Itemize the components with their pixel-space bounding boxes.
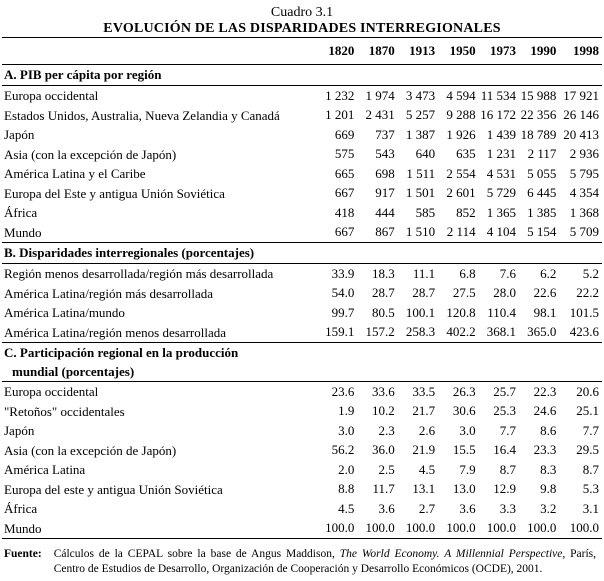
value-cell: 1 501 [405, 185, 436, 201]
value-cell: 100.0 [438, 519, 478, 539]
value-cell: 110.4 [487, 304, 516, 320]
table-row [2, 402, 602, 422]
value-cell: 4 594 [446, 87, 476, 103]
value-cell: 5 055 [527, 165, 557, 181]
row-label: América Latina/mundo [4, 305, 125, 320]
value-cell: 25.1 [576, 403, 599, 419]
value-cell: 5 257 [405, 107, 436, 123]
value-cell: 54.0 [331, 285, 355, 301]
value-cell: 1 231 [486, 146, 516, 162]
value-cell: 18 789 [520, 126, 557, 142]
value-cell: 28.0 [493, 285, 516, 301]
row-label: Estados Unidos, Australia, Nueva Zelandia y Canadá [4, 107, 280, 123]
source-note [4, 547, 596, 577]
value-cell: 258.3 [405, 324, 436, 340]
value-cell: 6 445 [527, 185, 557, 201]
table-row [2, 223, 602, 243]
row-label: "Retoños" occidentales [4, 403, 125, 419]
row-label: Europa occidental [4, 384, 99, 399]
value-cell: 3.3 [499, 500, 516, 516]
table-row [2, 184, 602, 204]
section-header-row [2, 65, 602, 86]
value-cell: 2 431 [365, 107, 395, 123]
value-cell: 3 473 [405, 87, 436, 103]
row-label: Asia (con la excepción de Japón) [4, 146, 177, 162]
table-row [2, 480, 602, 500]
value-cell: 667 [334, 185, 355, 201]
value-cell: 8.6 [540, 422, 557, 438]
value-cell: 585 [415, 204, 436, 220]
value-cell: 1 385 [527, 204, 557, 220]
year-header: 1950 [438, 38, 478, 65]
value-cell: 30.6 [452, 403, 476, 419]
value-cell: 1 232 [325, 87, 355, 103]
table-row [2, 106, 602, 126]
row-label: América Latina/región más desarrollada [4, 285, 213, 301]
value-cell: 665 [334, 165, 355, 181]
value-cell: 13.0 [452, 481, 476, 497]
row-label: América Latina/región menos desarrollada [4, 324, 226, 340]
value-cell: 543 [375, 146, 395, 162]
value-cell: 25.3 [493, 403, 516, 419]
value-cell: 21.9 [412, 442, 436, 458]
value-cell: 56.2 [331, 442, 355, 458]
value-cell: 2 554 [446, 165, 476, 181]
value-cell: 99.7 [331, 304, 355, 320]
value-cell: 11.7 [372, 481, 395, 497]
value-cell: 1 926 [446, 126, 476, 142]
table-row [2, 499, 602, 519]
value-cell: 5 709 [569, 224, 599, 240]
value-cell: 635 [456, 146, 476, 162]
value-cell: 100.0 [479, 519, 519, 539]
value-cell: 667 [334, 224, 355, 240]
value-cell: 917 [375, 185, 395, 201]
value-cell: 20.6 [576, 383, 599, 399]
value-cell: 1 511 [406, 165, 436, 181]
value-cell: 444 [375, 204, 395, 220]
value-cell: 18.3 [371, 265, 395, 281]
value-cell: 15 988 [520, 87, 557, 103]
value-cell: 1 201 [325, 107, 355, 123]
row-label: América Latina y el Caribe [4, 166, 146, 181]
value-cell: 368.1 [486, 324, 516, 340]
value-cell: 27.5 [452, 285, 476, 301]
value-cell: 867 [375, 224, 395, 240]
section-title-line2: mundial (porcentajes) [2, 363, 602, 382]
value-cell: 3.2 [540, 500, 557, 516]
value-cell: 100.0 [398, 519, 438, 539]
value-cell: 33.9 [331, 265, 355, 281]
header-row [2, 38, 602, 65]
table-row [2, 303, 602, 323]
value-cell: 157.2 [365, 324, 395, 340]
value-cell: 2 601 [446, 185, 476, 201]
section-title: C. Participación regional en la producción [2, 343, 602, 364]
table-row [2, 421, 602, 441]
value-cell: 3.0 [338, 422, 355, 438]
disparities-table [2, 37, 602, 539]
value-cell: 5 729 [486, 185, 516, 201]
value-cell: 1.9 [338, 403, 355, 419]
row-label: Japón [4, 423, 35, 438]
value-cell: 15.5 [452, 442, 476, 458]
value-cell: 3.6 [459, 500, 476, 516]
value-cell: 120.8 [446, 304, 476, 320]
value-cell: 5 154 [527, 224, 557, 240]
value-cell: 3.6 [378, 500, 395, 516]
value-cell: 8.7 [499, 461, 516, 477]
value-cell: 11 534 [480, 87, 516, 103]
value-cell: 698 [375, 165, 395, 181]
row-label: Mundo [4, 224, 42, 240]
table-caption [0, 0, 604, 37]
source-text [54, 547, 596, 577]
value-cell: 16.4 [493, 442, 516, 458]
section-title: A. PIB per cápita por región [2, 65, 602, 86]
value-cell: 669 [334, 126, 355, 142]
value-cell: 22.3 [533, 383, 557, 399]
row-label: América Latina [4, 462, 86, 477]
table-row [2, 86, 602, 106]
row-label: Europa del este y antigua Unión Soviética [4, 481, 223, 497]
value-cell: 13.1 [412, 481, 436, 497]
year-header: 1990 [519, 38, 559, 65]
value-cell: 8.7 [582, 461, 599, 477]
value-cell: 418 [334, 204, 355, 220]
source-label: Fuente: [4, 548, 42, 560]
row-label: Europa del Este y antigua Unión Soviética [4, 185, 225, 201]
row-label: Europa occidental [4, 88, 99, 103]
source-text-before: Cálculos de la CEPAL sobre la base de Angus Maddison, [53, 548, 340, 560]
value-cell: 23.3 [533, 442, 557, 458]
value-cell: 2 936 [569, 146, 599, 162]
value-cell: 2.0 [338, 461, 355, 477]
table-row [2, 323, 602, 343]
value-cell: 101.5 [569, 304, 599, 320]
section-header-row [2, 363, 602, 382]
value-cell: 5 795 [569, 165, 599, 181]
value-cell: 26.3 [452, 383, 476, 399]
row-label: Japón [4, 127, 35, 142]
value-cell: 7.7 [582, 422, 599, 438]
value-cell: 1 365 [486, 204, 516, 220]
year-header: 1913 [398, 38, 438, 65]
value-cell: 28.7 [371, 285, 395, 301]
value-cell: 575 [334, 146, 355, 162]
value-cell: 1 439 [486, 126, 516, 142]
value-cell: 22.6 [533, 285, 557, 301]
source-text-after: , París, Centro de Estudios de Desarrollo, Organización de Cooperación y Desarrollo Económicos (OCDE), 2001. [53, 548, 597, 575]
value-cell: 1 368 [569, 204, 599, 220]
value-cell: 98.1 [533, 304, 557, 320]
value-cell: 7.6 [499, 265, 516, 281]
value-cell: 100.1 [405, 304, 436, 320]
value-cell: 4.5 [338, 500, 355, 516]
year-header: 1998 [559, 38, 602, 65]
table-row [2, 382, 602, 402]
section-title: B. Disparidades interregionales (porcentajes) [2, 243, 602, 264]
value-cell: 852 [456, 204, 476, 220]
value-cell: 4 354 [569, 185, 599, 201]
value-cell: 737 [375, 126, 395, 142]
value-cell: 7.9 [459, 461, 476, 477]
row-label: Región menos desarrollada/región más desarrollada [4, 266, 274, 281]
value-cell: 100.0 [519, 519, 559, 539]
value-cell: 100.0 [559, 519, 602, 539]
value-cell: 3.0 [459, 422, 476, 438]
value-cell: 2.5 [378, 461, 395, 477]
value-cell: 365.0 [527, 324, 557, 340]
value-cell: 7.7 [499, 422, 516, 438]
value-cell: 100.0 [357, 519, 397, 539]
value-cell: 6.8 [459, 265, 476, 281]
table-row [2, 145, 602, 165]
value-cell: 17 921 [563, 87, 599, 103]
source-book-title: The World Economy. A Millennial Perspective [339, 548, 563, 560]
value-cell: 1 387 [405, 126, 436, 142]
value-cell: 4.5 [418, 461, 436, 477]
value-cell: 3.1 [582, 500, 599, 516]
value-cell: 23.6 [331, 383, 355, 399]
value-cell: 26 146 [563, 107, 599, 123]
value-cell: 5.2 [582, 265, 599, 281]
value-cell: 21.7 [412, 403, 436, 419]
value-cell: 2.7 [418, 500, 436, 516]
value-cell: 423.6 [569, 324, 599, 340]
table-row [2, 264, 602, 284]
value-cell: 5.3 [582, 481, 599, 497]
value-cell: 11.1 [412, 265, 436, 281]
value-cell: 4 104 [486, 224, 516, 240]
year-header: 1820 [317, 38, 357, 65]
value-cell: 22 356 [520, 107, 557, 123]
table-row [2, 519, 602, 539]
value-cell: 25.7 [493, 383, 516, 399]
section-header-row [2, 343, 602, 364]
value-cell: 2.6 [418, 422, 436, 438]
table-title: EVOLUCIÓN DE LAS DISPARIDADES INTERREGIONALES [103, 21, 501, 36]
year-header: 1870 [357, 38, 397, 65]
row-label: África [4, 501, 38, 516]
value-cell: 16 172 [480, 107, 516, 123]
value-cell: 100.0 [317, 519, 357, 539]
value-cell: 1 510 [405, 224, 436, 240]
value-cell: 402.2 [446, 324, 476, 340]
value-cell: 1 974 [365, 87, 395, 103]
table-row [2, 284, 602, 304]
value-cell: 12.9 [493, 481, 516, 497]
value-cell: 33.6 [371, 383, 395, 399]
value-cell: 9 288 [446, 107, 476, 123]
value-cell: 2.3 [378, 422, 395, 438]
value-cell: 33.5 [412, 383, 436, 399]
value-cell: 20 413 [563, 126, 599, 142]
value-cell: 159.1 [325, 324, 355, 340]
row-label: Asia (con la excepción de Japón) [4, 442, 177, 458]
value-cell: 640 [415, 146, 436, 162]
table-row [2, 460, 602, 480]
value-cell: 22.2 [576, 285, 599, 301]
row-label: Mundo [2, 519, 317, 539]
value-cell: 36.0 [371, 442, 395, 458]
table-row [2, 203, 602, 223]
value-cell: 80.5 [371, 304, 395, 320]
value-cell: 29.5 [576, 442, 599, 458]
value-cell: 10.2 [371, 403, 395, 419]
value-cell: 8.3 [540, 461, 557, 477]
row-label: África [4, 205, 38, 220]
table-row [2, 164, 602, 184]
table-row [2, 125, 602, 145]
table-row [2, 441, 602, 461]
value-cell: 6.2 [540, 265, 557, 281]
value-cell: 28.7 [412, 285, 436, 301]
section-header-row [2, 243, 602, 264]
header-label-cell [2, 38, 317, 65]
value-cell: 4 531 [486, 165, 516, 181]
value-cell: 8.8 [338, 481, 355, 497]
table-body [2, 65, 602, 539]
value-cell: 2 117 [527, 146, 557, 162]
table-number: Cuadro 3.1 [270, 5, 334, 20]
value-cell: 2 114 [446, 224, 476, 240]
year-header: 1973 [479, 38, 519, 65]
value-cell: 24.6 [533, 403, 557, 419]
value-cell: 9.8 [540, 481, 557, 497]
